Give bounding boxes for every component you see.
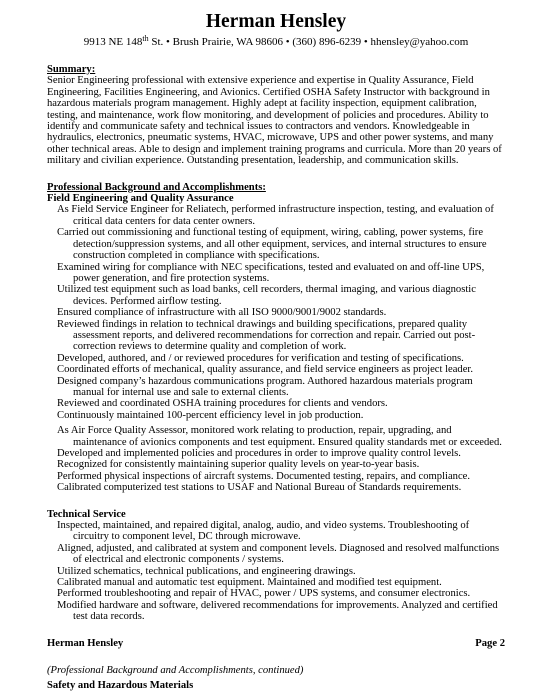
air-force-list xyxy=(47,425,505,493)
list-item: Calibrated computerized test stations to USAF and National Bureau of Standards requirements. xyxy=(57,482,462,494)
list-item: Modified hardware and software, delivered recommendations for improvements. Analyzed and certified test data records. xyxy=(57,599,498,623)
field-engineering-heading: Field Engineering and Quality Assurance xyxy=(47,193,234,205)
safety-heading: Safety and Hazardous Materials xyxy=(47,680,194,692)
list-item: Reviewed and coordinated OSHA training procedures for clients and vendors. xyxy=(57,398,388,410)
resume-name: Herman Hensley xyxy=(205,11,347,32)
list-item: Aligned, adjusted, and calibrated at system and component levels. Diagnosed and resolved malfunctions of electrical and electronic components / systems. xyxy=(57,542,500,566)
field-engineering-list xyxy=(47,204,505,421)
summary-text: Senior Engineering professional with extensive experience and expertise in Quality Assurance, Field Engineering, Facilities Engineering, and Avionics. Certified OSHA Safety Instructor with background in hazardous materials program management. Highly adept at facility inspection, equipment calibration, testing, and maintenance, work flow monitoring, and development of policies and procedures. Ability to identify and communicate safety and technical issues to contractors and vendors. Knowledgeable in hydraulics, electronics, pneumatic systems, HVAC, microwave, UPS and other power systems, and many other technical areas. Able to design and implement training programs and curricula. More than 20 years of military and civilian experience. Outstanding presentation, leadership, and communication skills. xyxy=(47,75,502,167)
list-item: Continuously maintained 100-percent efficiency level in job production. xyxy=(57,409,364,421)
list-item: Calibrated manual and automatic test equipment. Maintained and modified test equipment. xyxy=(57,577,442,589)
list-item: Coordinated efforts of mechanical, quality assurance, and field service engineers as project leader. xyxy=(57,364,474,376)
technical-service-list xyxy=(47,520,505,623)
summary-title: Summary: xyxy=(47,64,96,75)
list-item: Reviewed findings in relation to technical drawings and building specifications, prepared quality assessment reports, and delivered recommendations for correction and repair. Carried out post-correction reviews to determine quality and completion of work. xyxy=(57,318,476,353)
list-item: As Air Force Quality Assessor, monitored work relating to production, repair, upgrading, and maintenance of avionics components and test equipment. Ensured quality standards met or exceeded. xyxy=(57,425,502,448)
page2-header xyxy=(47,638,505,650)
technical-service-heading: Technical Service xyxy=(47,508,126,520)
contact-address-start: 9913 NE 148 xyxy=(83,36,143,48)
background-title: Professional Background and Accomplishments: xyxy=(47,181,266,193)
list-item: Developed, authored, and / or reviewed procedures for verification and testing of specifications. xyxy=(57,352,464,364)
list-item: Utilized schematics, technical publications, and engineering drawings. xyxy=(57,565,356,577)
list-item: Designed company’s hazardous communications program. Authored hazardous materials program manual for internal use and sale to external clients. xyxy=(57,375,473,398)
contact-address-rest: St. • Brush Prairie, WA 98606 • (360) 896-6239 • hhensley@yahoo.com xyxy=(148,36,469,48)
list-item: Carried out commissioning and functional testing of equipment, wiring, cabling, power systems, fire detection/suppression systems, and all other equipment, services, and internal structures to ensure construction completed in compliance with specifications. xyxy=(57,227,487,262)
list-item: Inspected, maintained, and repaired digital, analog, audio, and video systems. Troubleshooting of circuitry to component level, DC through microwave. xyxy=(57,520,470,543)
contact-line xyxy=(47,36,505,49)
list-item: Utilized test equipment such as load banks, cell recorders, thermal imaging, and various diagnostic devices. Performed airflow testing. xyxy=(57,284,476,307)
list-item: Examined wiring for compliance with NEC specifications, tested and evaluated on and off-line UPS, power generation, and fire protection systems. xyxy=(57,261,485,284)
list-item: Developed and implemented policies and procedures in order to improve quality control levels. xyxy=(57,448,461,459)
resume-page xyxy=(47,0,505,692)
list-item: As Field Service Engineer for Reliatech, performed infrastructure inspection, testing, and evaluation of critical data centers for data center owners. xyxy=(57,204,494,227)
continued-note: (Professional Background and Accomplishments, continued) xyxy=(47,664,304,676)
list-item: Recognized for consistently maintaining superior quality levels on year-to-year basis. xyxy=(57,459,420,471)
list-item: Performed troubleshooting and repair of HVAC, power / UPS systems, and consumer electronics. xyxy=(57,588,471,600)
contact-address-suffix: th xyxy=(142,34,149,43)
page-number: Page 2 xyxy=(475,637,505,649)
list-item: Ensured compliance of infrastructure with all ISO 9000/9001/9002 standards. xyxy=(57,307,387,319)
list-item: Performed physical inspections of aircraft systems. Documented testing, repairs, and compliance. xyxy=(57,470,471,482)
page2-name: Herman Hensley xyxy=(47,637,124,649)
